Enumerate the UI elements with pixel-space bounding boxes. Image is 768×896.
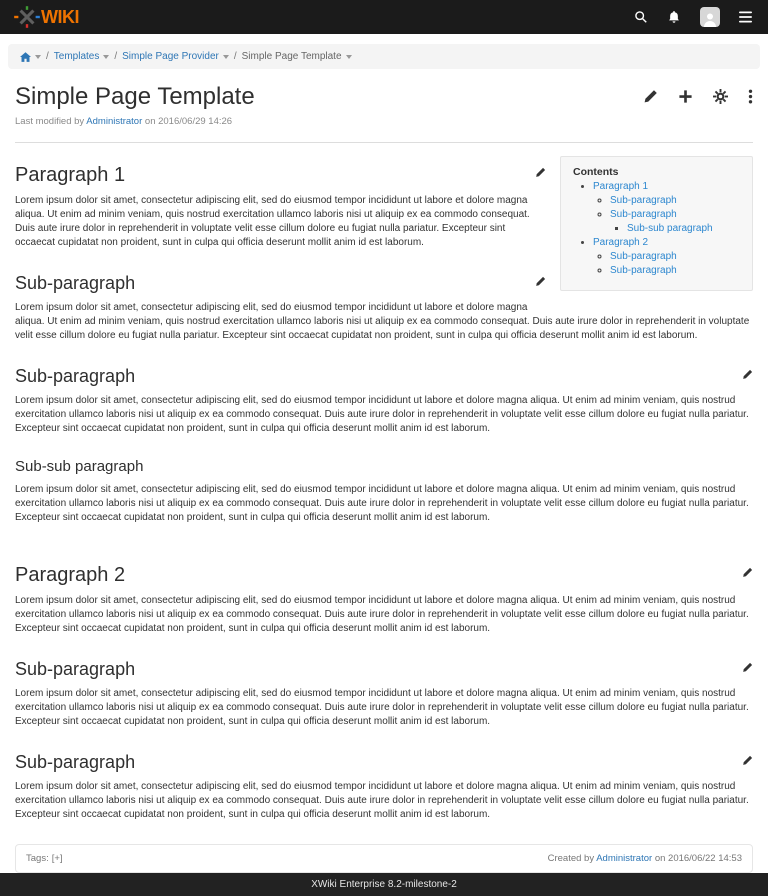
section-edit-pencil-icon[interactable] (742, 369, 753, 380)
section-sub-paragraph (15, 658, 753, 729)
toc-item (610, 209, 742, 234)
section-edit-pencil-icon[interactable] (742, 755, 753, 766)
section-sub-paragraph (15, 365, 753, 436)
home-icon (20, 52, 31, 62)
breadcrumb-separator: / (233, 51, 237, 62)
created-by-line: Created by Administrator on 2016/06/22 14:53 (547, 853, 742, 864)
toc-link-sub-paragraph[interactable]: Sub-paragraph (610, 251, 677, 262)
breadcrumb-separator: / (114, 51, 118, 62)
section-text: Lorem ipsum dolor sit amet, consectetur adipiscing elit, sed do eiusmod tempor incididunt ut labore et dolore magna aliqua. Ut enim ad minim veniam, quis nostrud exercitation ullamco laboris nisi ut aliquip ex ea commodo consequat. Duis aute irure dolor in reprehenderit in voluptate velit esse cillum dolore eu fugiat nulla pariatur. Excepteur sint occaecat cupidatat non proident, sunt in culpa qui officia deserunt mollit anim id est laborum. (15, 395, 749, 434)
section-edit-pencil-icon[interactable] (742, 662, 753, 673)
document-content (0, 143, 768, 830)
search-icon[interactable] (634, 10, 648, 24)
page-title: Simple Page Template (15, 83, 255, 110)
avatar[interactable] (700, 7, 720, 27)
section-text: Lorem ipsum dolor sit amet, consectetur adipiscing elit, sed do eiusmod tempor incididunt ut labore et dolore magna aliqua. Ut enim ad minim veniam, quis nostrud exercitation ullamco laboris nisi ut aliquip ex ea commodo consequat. Duis aute irure dolor in reprehenderit in voluptate velit esse cillum dolore eu fugiat nulla pariatur. Excepteur sint occaecat cupidatat non proident, sunt in culpa qui officia deserunt mollit anim id est laborum. (15, 302, 750, 341)
section-heading: Sub-paragraph (15, 751, 753, 773)
section-text: Lorem ipsum dolor sit amet, consectetur adipiscing elit, sed do eiusmod tempor incididunt ut labore et dolore magna aliqua. Ut enim ad minim veniam, quis nostrud exercitation ullamco laboris nisi ut aliquip ex ea commodo consequat. Duis aute irure dolor in reprehenderit in voluptate velit esse cillum dolore eu fugiat nulla pariatur. Excepteur sint occaecat cupidatat non proident, sunt in culpa qui officia deserunt mollit anim id est laborum. (15, 195, 530, 248)
section-heading: Paragraph 1 (15, 163, 753, 187)
contents-panel (560, 156, 753, 291)
created-by-user-link[interactable]: Administrator (596, 853, 653, 864)
page-actions (643, 83, 753, 104)
section-edit-pencil-icon[interactable] (535, 276, 546, 287)
toc-link-paragraph-2[interactable]: Paragraph 2 (593, 237, 649, 248)
section-heading: Sub-sub paragraph (15, 458, 144, 475)
document-footer (15, 844, 753, 873)
caret-down-icon (103, 55, 109, 59)
xwiki-logo[interactable] (14, 6, 79, 28)
section-edit-pencil-icon[interactable] (742, 567, 753, 578)
toc-item (610, 195, 742, 206)
section-heading: Sub-paragraph (15, 658, 753, 680)
toc-item (627, 223, 742, 234)
section-text: Lorem ipsum dolor sit amet, consectetur adipiscing elit, sed do eiusmod tempor incididunt ut labore et dolore magna aliqua. Ut enim ad minim veniam, quis nostrud exercitation ullamco laboris nisi ut aliquip ex ea commodo consequat. Duis aute irure dolor in reprehenderit in voluptate velit esse cillum dolore eu fugiat nulla pariatur. Excepteur sint occaecat cupidatat non proident, sunt in culpa qui officia deserunt mollit anim id est laborum. (15, 688, 749, 727)
toc-item (593, 181, 742, 234)
toc-item (610, 265, 742, 276)
breadcrumb-separator: / (46, 51, 49, 62)
edit-pencil-icon[interactable] (643, 89, 658, 104)
gear-icon[interactable] (713, 89, 728, 104)
toc-item (610, 251, 742, 262)
more-actions-kebab-icon[interactable] (748, 89, 753, 104)
toc-link-sub-sub-paragraph[interactable]: Sub-sub paragraph (627, 223, 713, 234)
caret-down-icon (223, 55, 229, 59)
tags-area (26, 853, 63, 864)
add-plus-icon[interactable] (678, 89, 693, 104)
toc-link-sub-paragraph[interactable]: Sub-paragraph (610, 209, 677, 220)
section-text: Lorem ipsum dolor sit amet, consectetur adipiscing elit, sed do eiusmod tempor incididunt ut labore et dolore magna aliqua. Ut enim ad minim veniam, quis nostrud exercitation ullamco laboris nisi ut aliquip ex ea commodo consequat. Duis aute irure dolor in reprehenderit in voluptate velit esse cillum dolore eu fugiat nulla pariatur. Excepteur sint occaecat cupidatat non proident, sunt in culpa qui officia deserunt mollit anim id est laborum. (15, 595, 749, 634)
version-bar (0, 873, 768, 896)
bell-icon[interactable] (667, 10, 681, 24)
toc-link-paragraph-1[interactable]: Paragraph 1 (593, 181, 649, 192)
section-text: Lorem ipsum dolor sit amet, consectetur adipiscing elit, sed do eiusmod tempor incididunt ut labore et dolore magna aliqua. Ut enim ad minim veniam, quis nostrud exercitation ullamco laboris nisi ut aliquip ex ea commodo consequat. Duis aute irure dolor in reprehenderit in voluptate velit esse cillum dolore eu fugiat nulla pariatur. Excepteur sint occaecat cupidatat non proident, sunt in culpa qui officia deserunt mollit anim id est laborum. (15, 484, 749, 523)
breadcrumb-item-current[interactable]: Simple Page Template (242, 51, 352, 62)
section-sub-paragraph (15, 751, 753, 822)
last-modified-line: Last modified by Administrator on 2016/06/29 14:26 (15, 116, 233, 127)
page-head (0, 69, 768, 143)
add-tag-button[interactable]: [+] (51, 853, 63, 864)
breadcrumb-home[interactable] (20, 52, 41, 62)
section-heading: Sub-paragraph (15, 365, 753, 387)
breadcrumb-item-templates[interactable]: Templates (54, 51, 110, 62)
toc-item (593, 237, 742, 276)
version-text: XWiki Enterprise 8.2-milestone-2 (311, 879, 457, 890)
xwiki-logo-x-icon (14, 6, 40, 28)
section-heading: Sub-paragraph (15, 272, 753, 294)
top-navbar (0, 0, 768, 34)
caret-down-icon (346, 55, 352, 59)
breadcrumb (8, 44, 760, 69)
section-sub-sub-paragraph (15, 457, 753, 525)
tags-label: Tags: (26, 853, 49, 864)
caret-down-icon (35, 55, 41, 59)
hamburger-icon[interactable] (739, 11, 752, 23)
contents-title: Contents (573, 166, 619, 178)
section-heading: Paragraph 2 (15, 563, 753, 587)
modified-by-user-link[interactable]: Administrator (86, 116, 143, 127)
section-edit-pencil-icon[interactable] (535, 167, 546, 178)
breadcrumb-item-simple-page-provider[interactable]: Simple Page Provider (122, 51, 229, 62)
section-text: Lorem ipsum dolor sit amet, consectetur adipiscing elit, sed do eiusmod tempor incididunt ut labore et dolore magna aliqua. Ut enim ad minim veniam, quis nostrud exercitation ullamco laboris nisi ut aliquip ex ea commodo consequat. Duis aute irure dolor in reprehenderit in voluptate velit esse cillum dolore eu fugiat nulla pariatur. Excepteur sint occaecat cupidatat non proident, sunt in culpa qui officia deserunt mollit anim id est laborum. (15, 781, 749, 820)
section-paragraph-2 (15, 563, 753, 636)
toc-link-sub-paragraph[interactable]: Sub-paragraph (610, 265, 677, 276)
xwiki-logo-text: WIKI (41, 7, 79, 27)
toc-link-sub-paragraph[interactable]: Sub-paragraph (610, 195, 677, 206)
